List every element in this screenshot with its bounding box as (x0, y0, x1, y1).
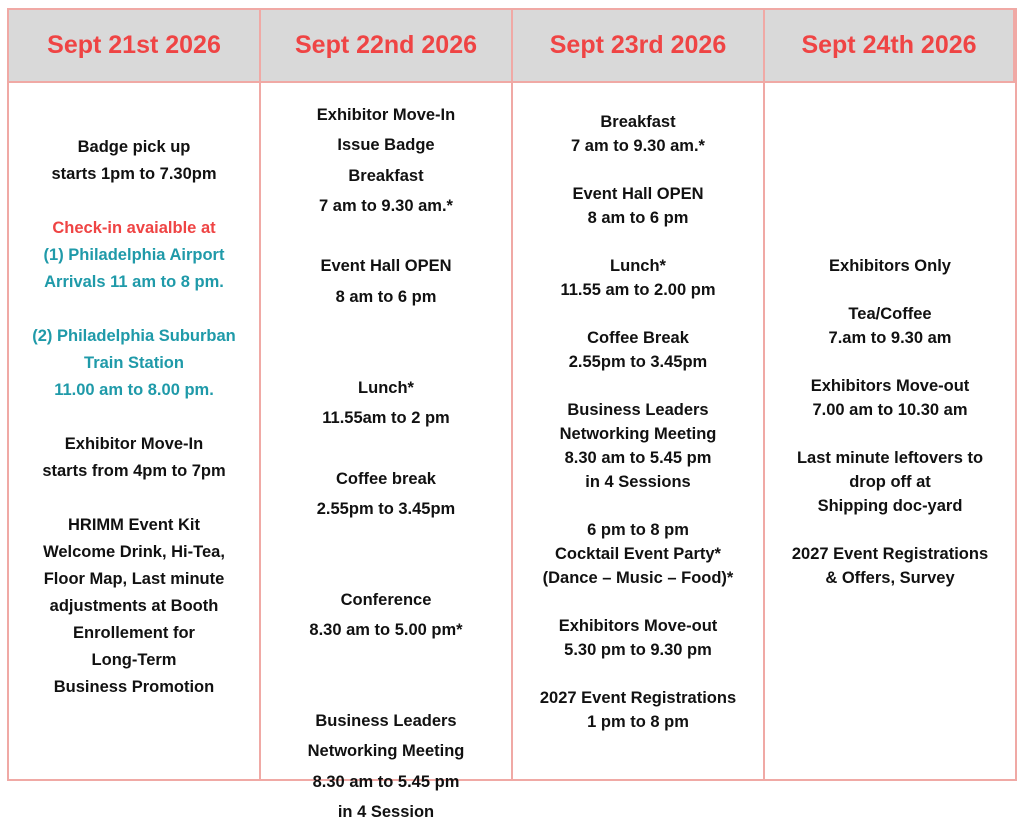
spacer (513, 374, 763, 398)
day-2-schedule (261, 100, 511, 827)
checkin-block (9, 215, 259, 404)
text-line: 7 am to 9.30 am.* (571, 137, 705, 155)
text-line: 2027 Event Registrations (791, 545, 989, 563)
spacer (261, 221, 511, 251)
spacer (261, 645, 511, 675)
header-day-1: Sept 21st 2026 (9, 10, 261, 83)
text-line: Networking Meeting (559, 425, 717, 443)
header-day-4: Sept 24th 2026 (765, 10, 1015, 83)
text-line: in 4 Session (337, 802, 435, 821)
text-line: 7.am to 9.30 am (828, 329, 952, 347)
spacer (261, 554, 511, 584)
text-line: starts 1pm to 7.30pm (51, 165, 217, 183)
text-line: Business Leaders (567, 401, 709, 419)
text-line: Coffee break (336, 469, 436, 488)
spacer (765, 422, 1015, 446)
badge-pickup-block (9, 134, 259, 188)
schedule-table (7, 8, 1017, 821)
text-line: (1) Philadelphia Airport (43, 246, 225, 264)
spacer (765, 278, 1015, 302)
text-line: Conference (340, 590, 432, 609)
day-4-schedule (765, 254, 1015, 590)
text-line: 8 am to 6 pm (587, 209, 689, 227)
text-line: (2) Philadelphia Suburban (32, 327, 236, 345)
day-2-column (261, 83, 513, 821)
text-line: HRIMM Event Kit (68, 516, 200, 534)
text-line: Business Promotion (53, 678, 215, 696)
text-line: Welcome Drink, Hi-Tea, (43, 543, 225, 561)
text-line: starts from 4pm to 7pm (42, 462, 226, 480)
text-line: in 4 Sessions (585, 473, 691, 491)
text-line: Lunch* (610, 257, 666, 275)
text-line: 5.30 pm to 9.30 pm (564, 641, 712, 659)
exhibitor-movein-block (9, 431, 259, 485)
text-line: Lunch* (358, 378, 414, 397)
spacer (513, 158, 763, 182)
text-line: Exhibitors Only (829, 257, 951, 275)
day-1-column (9, 83, 261, 779)
spacer (261, 433, 511, 463)
text-line: 7.00 am to 10.30 am (812, 401, 968, 419)
text-line: (Dance – Music – Food)* (542, 569, 734, 587)
text-line: 2.55pm to 3.45pm (568, 353, 708, 371)
spacer (261, 676, 511, 706)
spacer (513, 662, 763, 686)
text-line: Enrollement for (73, 624, 195, 642)
day-4-column (765, 83, 1015, 779)
text-line: Event Hall OPEN (572, 185, 704, 203)
spacer (261, 524, 511, 554)
text-line: Train Station (84, 354, 184, 372)
text-line: 2027 Event Registrations (539, 689, 737, 707)
text-line: 11.55 am to 2.00 pm (560, 281, 716, 299)
spacer (513, 494, 763, 518)
header-day-2: Sept 22nd 2026 (261, 10, 513, 83)
text-line: Exhibitor Move-In (64, 435, 204, 453)
spacer (513, 590, 763, 614)
text-line: 8 am to 6 pm (335, 287, 437, 306)
text-line: Breakfast (348, 166, 424, 185)
spacer (261, 312, 511, 342)
text-line: adjustments at Booth (49, 597, 219, 615)
text-line: Business Leaders (315, 711, 457, 730)
day-3-schedule (513, 110, 763, 734)
spacer (765, 518, 1015, 542)
text-line: 8.30 am to 5.00 pm* (309, 621, 463, 640)
text-line: Breakfast (600, 113, 676, 131)
text-line: 2.55pm to 3.45pm (316, 499, 456, 518)
text-line: Issue Badge (337, 136, 435, 155)
text-line: Arrivals 11 am to 8 pm. (44, 273, 224, 291)
text-line: 11.00 am to 8.00 pm. (54, 381, 214, 399)
text-line: 8.30 am to 5.45 pm (312, 772, 460, 791)
text-line: Event Hall OPEN (320, 257, 452, 276)
spacer (261, 342, 511, 372)
text-line: Exhibitors Move-out (810, 377, 970, 395)
text-line: Last minute leftovers to (796, 449, 984, 467)
text-line: drop off at (849, 473, 931, 491)
text-line: 1 pm to 8 pm (587, 713, 689, 731)
text-line: Exhibitors Move-out (558, 617, 718, 635)
text-line: Coffee Break (587, 329, 689, 347)
text-line: Exhibitor Move-In (316, 106, 456, 124)
header-day-3: Sept 23rd 2026 (513, 10, 765, 83)
text-line: Long-Term (91, 651, 177, 669)
text-line: Shipping doc-yard (817, 497, 963, 515)
checkin-title: Check-in avaialble at (52, 219, 216, 237)
spacer (513, 230, 763, 254)
text-line: Cocktail Event Party* (555, 545, 721, 563)
text-line: Tea/Coffee (848, 305, 932, 323)
text-line: Networking Meeting (307, 742, 465, 761)
spacer (765, 350, 1015, 374)
event-kit-block (9, 512, 259, 701)
text-line: 6 pm to 8 pm (587, 521, 689, 539)
day-3-column (513, 83, 765, 779)
text-line: 11.55am to 2 pm (322, 408, 450, 427)
text-line: 7 am to 9.30 am.* (319, 196, 453, 215)
text-line: Floor Map, Last minute (43, 570, 225, 588)
text-line: Badge pick up (77, 138, 191, 156)
text-line: 8.30 am to 5.45 pm (564, 449, 712, 467)
spacer (9, 296, 259, 323)
spacer (513, 302, 763, 326)
text-line: & Offers, Survey (825, 569, 955, 587)
